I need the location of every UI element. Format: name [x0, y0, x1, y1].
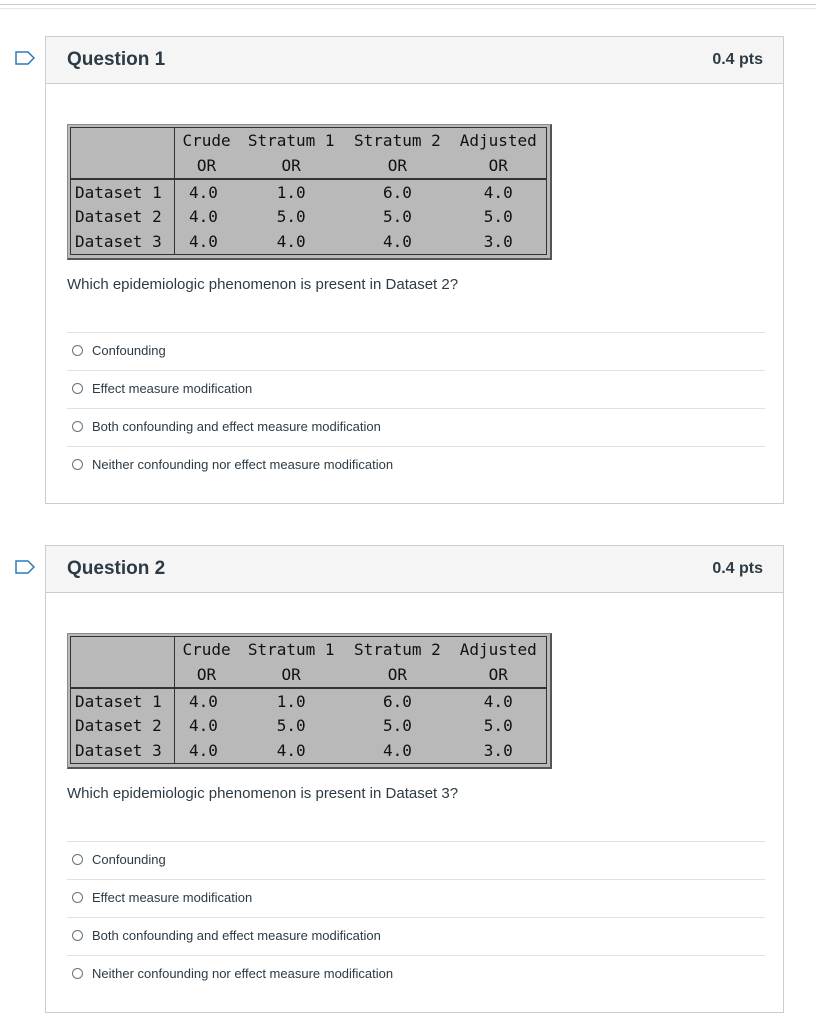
table-cell: 5.0: [382, 207, 412, 227]
table-cell: 4.0: [238, 229, 344, 254]
answer-label[interactable]: Confounding: [92, 343, 166, 358]
question-header: [46, 37, 783, 84]
radio-unselected-icon[interactable]: [72, 421, 83, 432]
question-points: 0.4 pts: [712, 560, 763, 577]
radio-unselected-icon[interactable]: [72, 854, 83, 865]
question-prompt: Which epidemiologic phenomenon is present in Dataset 3?: [67, 785, 459, 802]
row-label: Dataset 1: [71, 179, 175, 205]
radio-unselected-icon[interactable]: [72, 345, 83, 356]
row-label: Dataset 1: [71, 688, 175, 714]
question-prompt: Which epidemiologic phenomenon is present in Dataset 2?: [67, 276, 459, 293]
column-header: Crude: [175, 128, 239, 153]
table-cell: 4.0: [175, 714, 239, 739]
table-cell: 1.0: [276, 691, 306, 711]
top-divider-secondary: [0, 8, 816, 9]
radio-unselected-icon[interactable]: [72, 930, 83, 941]
table-cell: 5.0: [451, 714, 547, 739]
answer-option[interactable]: [67, 917, 765, 955]
column-header: Stratum 1: [238, 128, 344, 153]
answer-label[interactable]: Neither confounding nor effect measure modification: [92, 457, 394, 472]
table-cell: 4.0: [175, 179, 239, 205]
table-cell: 4.0: [175, 738, 239, 763]
table-cell: 4.0: [451, 688, 547, 714]
question-title: Question 1: [67, 49, 166, 70]
table-cell: 3.0: [451, 229, 547, 254]
table-cell: 4.0: [175, 229, 239, 254]
odds-ratio-table: [70, 127, 547, 255]
column-header: Adjusted: [451, 637, 547, 662]
question-card: [45, 36, 784, 504]
answer-label[interactable]: Both confounding and effect measure modification: [92, 419, 381, 434]
column-subheader: OR: [451, 153, 547, 179]
table-cell: 4.0: [175, 688, 239, 714]
radio-unselected-icon[interactable]: [72, 459, 83, 470]
row-label: Dataset 2: [71, 205, 175, 230]
answer-list: [67, 332, 765, 484]
table-cell: 4.0: [344, 229, 450, 254]
answer-label[interactable]: Effect measure modification: [92, 890, 253, 905]
column-subheader: OR: [451, 662, 547, 688]
answer-label[interactable]: Both confounding and effect measure modification: [92, 928, 381, 943]
column-header: Crude: [175, 637, 239, 662]
table-cell: 1.0: [276, 182, 306, 202]
odds-ratio-table-image: [67, 124, 552, 260]
table-cell: 4.0: [344, 738, 450, 763]
table-cell: 4.0: [175, 205, 239, 230]
column-subheader: OR: [238, 662, 344, 688]
question-card: [45, 545, 784, 1013]
table-cell: 3.0: [451, 738, 547, 763]
radio-unselected-icon[interactable]: [72, 968, 83, 979]
answer-option[interactable]: [67, 332, 765, 370]
table-corner-cell: [71, 662, 175, 688]
answer-option[interactable]: [67, 408, 765, 446]
table-cell: 6.0: [382, 691, 412, 711]
answer-option[interactable]: [67, 841, 765, 879]
column-header: Stratum 2: [344, 128, 450, 153]
table-corner-cell: [71, 128, 175, 153]
table-cell: 4.0: [451, 179, 547, 205]
table-corner-cell: [71, 153, 175, 179]
answer-option[interactable]: [67, 879, 765, 917]
answer-option[interactable]: [67, 370, 765, 408]
column-subheader: OR: [238, 153, 344, 179]
radio-unselected-icon[interactable]: [72, 383, 83, 394]
answer-option[interactable]: [67, 955, 765, 993]
table-cell: 4.0: [238, 738, 344, 763]
question-title: Question 2: [67, 558, 166, 579]
bookmark-flag-icon[interactable]: [15, 51, 35, 65]
row-label: Dataset 3: [71, 738, 175, 763]
column-subheader: OR: [175, 153, 239, 179]
answer-list: [67, 841, 765, 993]
answer-label[interactable]: Confounding: [92, 852, 166, 867]
column-header: Stratum 2: [344, 637, 450, 662]
column-header: Adjusted: [451, 128, 547, 153]
row-label: Dataset 2: [71, 714, 175, 739]
table-cell: 5.0: [451, 205, 547, 230]
column-header: Stratum 1: [238, 637, 344, 662]
column-subheader: OR: [344, 153, 450, 179]
radio-unselected-icon[interactable]: [72, 892, 83, 903]
question-points: 0.4 pts: [712, 51, 763, 68]
answer-label[interactable]: Effect measure modification: [92, 381, 253, 396]
top-divider: [0, 4, 816, 5]
odds-ratio-table-image: [67, 633, 552, 769]
question-header: [46, 546, 783, 593]
answer-option[interactable]: [67, 446, 765, 484]
bookmark-flag-icon[interactable]: [15, 560, 35, 574]
odds-ratio-table: [70, 636, 547, 764]
table-cell: 5.0: [276, 716, 306, 736]
column-subheader: OR: [344, 662, 450, 688]
answer-label[interactable]: Neither confounding nor effect measure modification: [92, 966, 394, 981]
table-corner-cell: [71, 637, 175, 662]
column-subheader: OR: [175, 662, 239, 688]
row-label: Dataset 3: [71, 229, 175, 254]
table-cell: 5.0: [276, 207, 306, 227]
table-cell: 5.0: [382, 716, 412, 736]
table-cell: 6.0: [382, 182, 412, 202]
